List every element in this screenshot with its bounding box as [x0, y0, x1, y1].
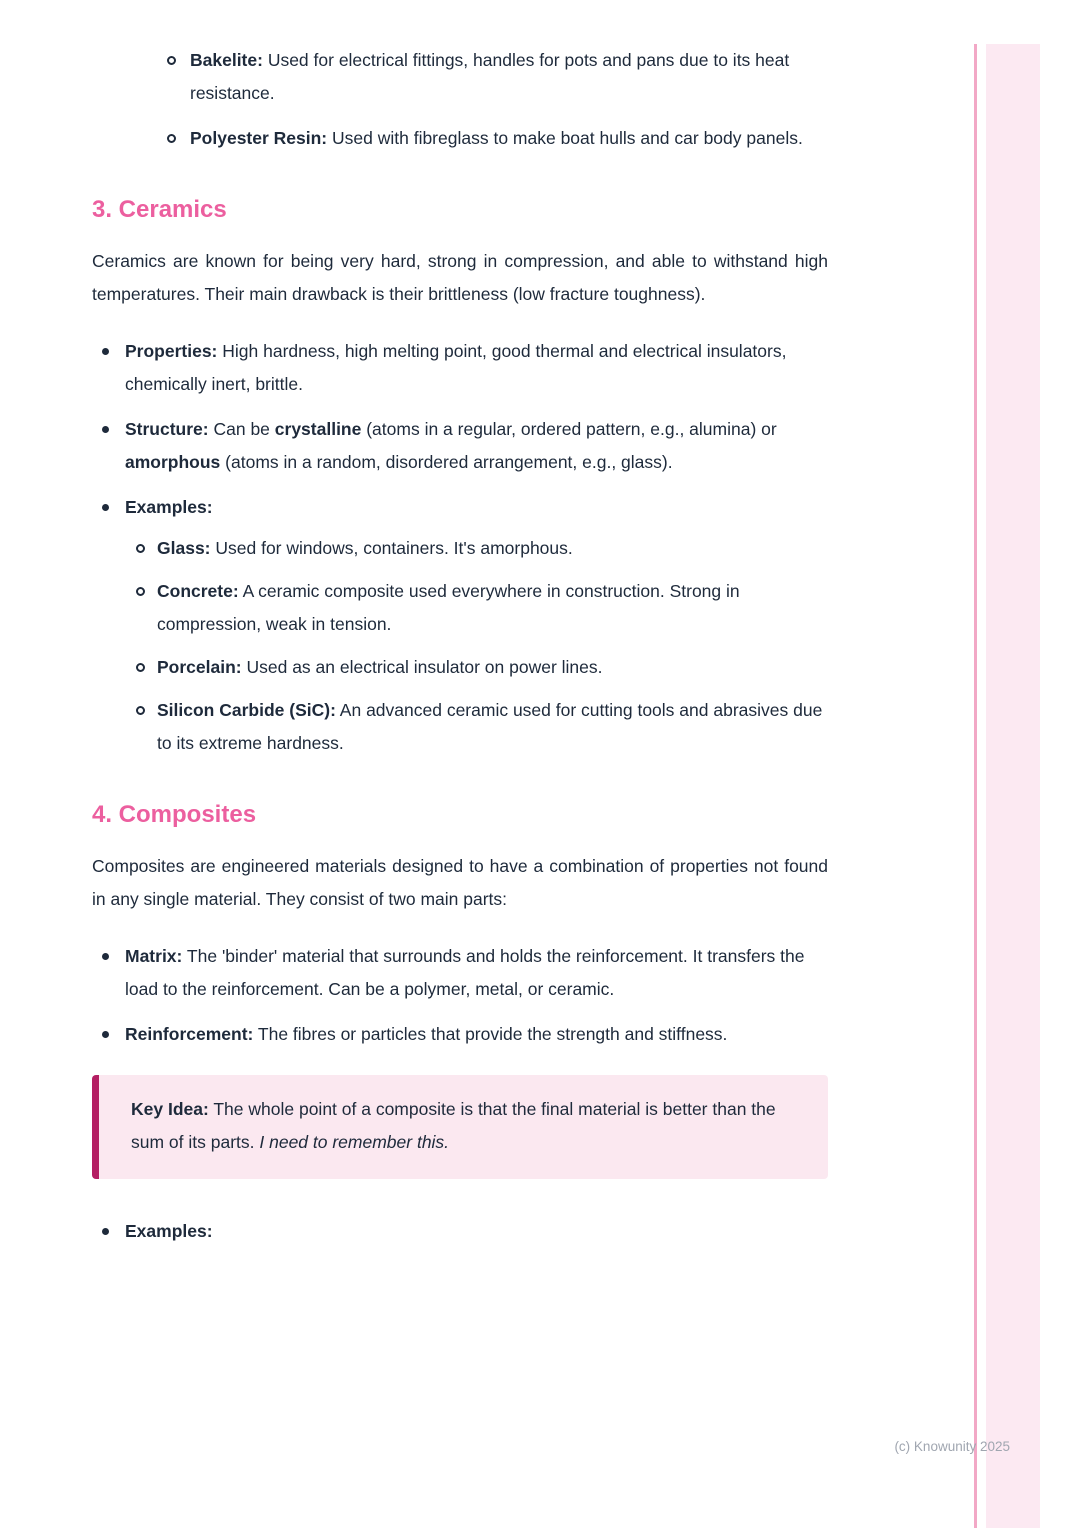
list-item-silicon-carbide [125, 694, 828, 760]
emphasis-amorphous: amorphous [125, 452, 221, 472]
list-item-reinforcement [92, 1018, 828, 1051]
item-text: An advanced ceramic used for cutting tools and abrasives due to its extreme hardness. [157, 700, 823, 753]
bullet-circle-icon [136, 587, 145, 596]
term-label: Reinforcement: [125, 1024, 254, 1044]
bullet-disc-icon [102, 953, 109, 960]
item-text: A ceramic composite used everywhere in construction. Strong in compression, weak in tension. [157, 581, 740, 634]
term-label: Bakelite: [190, 50, 263, 70]
bullet-circle-icon [136, 706, 145, 715]
list-item-composites-examples [92, 1215, 828, 1248]
page-edge-band [986, 44, 1040, 1528]
content-column [92, 44, 828, 1260]
composites-list [92, 940, 828, 1051]
item-text: Used for windows, containers. It's amorphous. [210, 538, 573, 558]
key-idea-callout [92, 1075, 828, 1179]
bullet-circle-icon [167, 134, 176, 143]
list-item-glass [125, 532, 828, 565]
callout-text: The whole point of a composite is that the final material is better than the sum of its parts. [131, 1099, 776, 1152]
item-text: (atoms in a regular, ordered pattern, e.g., alumina) or [361, 419, 777, 439]
item-text: Can be [208, 419, 275, 439]
bullet-disc-icon [102, 426, 109, 433]
section-heading-ceramics: 3. Ceramics [92, 196, 227, 223]
item-text: High hardness, high melting point, good thermal and electrical insulators, chemically inert, brittle. [125, 341, 787, 394]
bullet-circle-icon [136, 663, 145, 672]
list-item-examples [92, 491, 828, 760]
bullet-disc-icon [102, 504, 109, 511]
bullet-disc-icon [102, 1228, 109, 1235]
item-text: Used as an electrical insulator on power lines. [241, 657, 603, 677]
bullet-circle-icon [167, 56, 176, 65]
callout-term-label: Key Idea: [131, 1099, 209, 1119]
ceramics-list [92, 335, 828, 760]
materials-sublist [92, 44, 828, 155]
item-text: Used with fibreglass to make boat hulls and car body panels. [327, 128, 803, 148]
list-item-concrete [125, 575, 828, 641]
bullet-disc-icon [102, 1031, 109, 1038]
term-label: Glass: [157, 538, 211, 558]
term-label: Structure: [125, 419, 209, 439]
term-label: Porcelain: [157, 657, 242, 677]
composites-intro-paragraph: Composites are engineered materials designed to have a combination of properties not found in any single material. They consist of two main parts: [92, 856, 828, 909]
list-item-porcelain [125, 651, 828, 684]
page-footer-credit: (c) Knowunity 2025 [894, 1439, 1010, 1454]
list-item-structure [92, 413, 828, 479]
examples-label: Examples: [125, 497, 213, 517]
list-item-bakelite [92, 44, 828, 110]
item-text: The 'binder' material that surrounds and holds the reinforcement. It transfers the load to the reinforcement. Can be a polymer, metal, or ceramic. [125, 946, 805, 999]
item-text: The fibres or particles that provide the strength and stiffness. [253, 1024, 728, 1044]
term-label: Silicon Carbide (SiC): [157, 700, 336, 720]
list-item-matrix [92, 940, 828, 1006]
list-item-polyester-resin [92, 122, 828, 155]
term-label: Concrete: [157, 581, 239, 601]
page-edge-accent-line [974, 44, 977, 1528]
term-label: Matrix: [125, 946, 183, 966]
bullet-disc-icon [102, 348, 109, 355]
callout-italic-note: I need to remember this. [259, 1132, 450, 1152]
section-heading-composites: 4. Composites [92, 801, 257, 828]
examples-label: Examples: [125, 1221, 213, 1241]
item-text: Used for electrical fittings, handles for pots and pans due to its heat resistance. [190, 50, 790, 103]
composites-examples-list [92, 1215, 828, 1248]
bullet-circle-icon [136, 544, 145, 553]
ceramics-examples-list [125, 532, 828, 760]
list-item-properties [92, 335, 828, 401]
term-label: Polyester Resin: [190, 128, 328, 148]
item-text: (atoms in a random, disordered arrangement, e.g., glass). [220, 452, 673, 472]
term-label: Properties: [125, 341, 218, 361]
ceramics-intro-paragraph: Ceramics are known for being very hard, strong in compression, and able to withstand high temperatures. Their main drawback is their brittleness (low fracture toughness). [92, 251, 828, 304]
emphasis-crystalline: crystalline [274, 419, 362, 439]
